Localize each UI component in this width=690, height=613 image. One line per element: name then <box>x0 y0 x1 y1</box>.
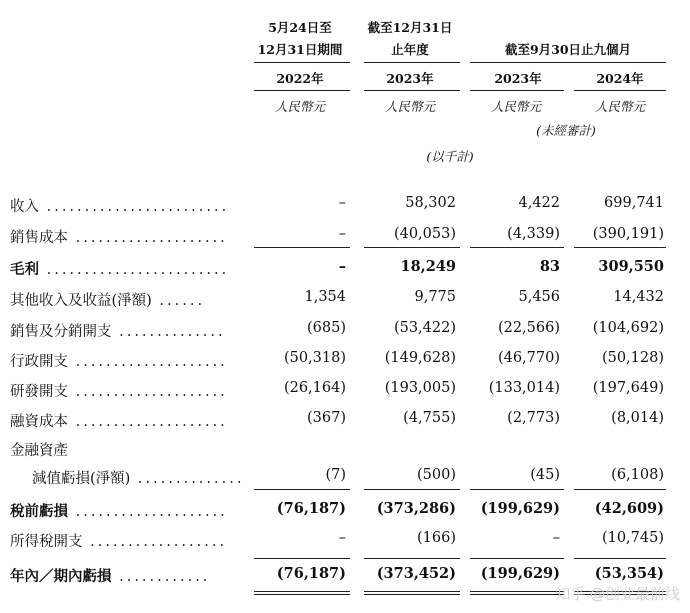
row-value-col2: (40,053) <box>393 226 456 242</box>
row-value-col1: – <box>338 195 346 211</box>
row-value-col4: (104,692) <box>592 320 664 336</box>
row-label <box>10 320 226 341</box>
row-value-col4: (197,649) <box>592 380 664 396</box>
col1-header-line2: 12月31日期間 <box>257 42 343 57</box>
row-label-text: 年內／期內虧損 <box>10 568 112 585</box>
row-leader-dots: ...... <box>151 293 206 309</box>
row-leader-dots: ............ <box>111 569 211 585</box>
row-value-col2: (193,005) <box>384 380 456 396</box>
currency-1: 人民幣元 <box>274 99 325 114</box>
row-label <box>10 380 228 401</box>
row-leader-dots: ........................ <box>39 199 230 215</box>
row-label-text: 稅前虧損 <box>10 503 68 520</box>
row-label-text: 所得稅開支 <box>10 534 83 550</box>
currency-2: 人民幣元 <box>384 99 435 114</box>
row-label-text: 減值虧損(淨額) <box>32 471 131 487</box>
row-value-col1: 1,354 <box>304 289 346 305</box>
rule-before-pretax-4 <box>574 489 666 490</box>
row-value-col4: 309,550 <box>598 258 664 275</box>
row-label-text: 研發開支 <box>10 384 68 400</box>
row-label <box>10 195 229 216</box>
rule-before-pretax-2 <box>364 489 460 490</box>
row-value-col3: (199,629) <box>480 565 560 582</box>
row-value-col2: (4,755) <box>403 410 456 426</box>
row-label-text: 行政開支 <box>10 354 68 370</box>
rule-after-cost-2 <box>364 247 460 248</box>
row-label <box>10 410 228 431</box>
row-value-col2: 18,249 <box>400 258 456 275</box>
row-value-col1: (7) <box>325 467 346 483</box>
row-value-col1: – <box>338 530 346 546</box>
row-value-col2: 9,775 <box>414 289 456 305</box>
row-label-text: 融資成本 <box>10 414 68 430</box>
year-header-1: 2022年 <box>276 71 324 86</box>
rule-before-net-3 <box>470 558 564 559</box>
rule-after-cost-4 <box>574 247 666 248</box>
row-leader-dots: .................. <box>82 534 228 550</box>
row-label-text: 金融資產 <box>10 443 68 459</box>
double-rule-bottom-2 <box>364 594 460 595</box>
row-leader-dots: .................... <box>68 504 228 520</box>
col34-header-title: 截至9月30日止九個月 <box>504 42 632 57</box>
col2-header-line1: 截至12月31日 <box>367 20 453 35</box>
double-rule-bottom-1 <box>254 594 350 595</box>
row-leader-dots: .............. <box>130 471 245 487</box>
row-label <box>10 439 68 460</box>
double-rule-top-1 <box>254 591 350 592</box>
rule-after-cost-3 <box>470 247 564 248</box>
currency-3: 人民幣元 <box>490 99 541 114</box>
row-value-col4: (53,354) <box>594 565 664 582</box>
row-value-col4: 699,741 <box>604 195 664 211</box>
header-rule-34 <box>470 62 666 63</box>
row-value-col2: (500) <box>417 467 456 483</box>
rule-before-net-2 <box>364 558 460 559</box>
row-leader-dots: .................... <box>68 354 228 370</box>
col2-header-line2: 止年度 <box>391 42 429 57</box>
row-value-col4: 14,432 <box>613 289 664 305</box>
row-label <box>10 565 210 586</box>
row-value-col1: (26,164) <box>283 380 346 396</box>
row-label-text: 毛利 <box>10 261 39 278</box>
row-label-text: 銷售成本 <box>10 230 68 246</box>
row-leader-dots: .................... <box>68 384 228 400</box>
row-label <box>10 500 228 521</box>
row-value-col1: – <box>338 226 346 242</box>
row-value-col3: (22,566) <box>497 320 560 336</box>
row-label-text: 銷售及分銷開支 <box>10 324 112 340</box>
row-value-col3: (133,014) <box>488 380 560 396</box>
rule-before-pretax-1 <box>254 489 350 490</box>
row-label <box>10 226 228 247</box>
row-value-col3: (46,770) <box>497 350 560 366</box>
row-value-col4: (42,609) <box>594 500 664 517</box>
rule-before-net-1 <box>254 558 350 559</box>
row-value-col3: – <box>552 530 560 546</box>
row-leader-dots: .................... <box>68 230 228 246</box>
row-leader-dots: ........................ <box>39 262 230 278</box>
double-rule-top-2 <box>364 591 460 592</box>
row-value-col1: (50,318) <box>283 350 346 366</box>
year-header-4: 2024年 <box>596 71 644 86</box>
row-value-col2: (373,286) <box>376 500 456 517</box>
header-rule-1 <box>254 62 350 63</box>
row-value-col1: (76,187) <box>276 500 346 517</box>
row-label <box>10 258 229 279</box>
row-value-col3: 4,422 <box>518 195 560 211</box>
row-value-col2: 58,302 <box>405 195 456 211</box>
currency-4: 人民幣元 <box>594 99 645 114</box>
row-value-col2: (166) <box>417 530 456 546</box>
row-value-col4: (50,128) <box>601 350 664 366</box>
row-label <box>10 350 228 371</box>
thousands-note: (以千計) <box>426 149 474 164</box>
row-value-col4: (10,745) <box>601 530 664 546</box>
row-value-col1: – <box>338 258 346 275</box>
year-header-3: 2023年 <box>494 71 542 86</box>
watermark: 知乎 @创业最前线 <box>555 585 680 603</box>
row-value-col2: (149,628) <box>384 350 456 366</box>
rule-before-pretax-3 <box>470 489 564 490</box>
rule-before-net-4 <box>574 558 666 559</box>
row-value-col3: 5,456 <box>518 289 560 305</box>
row-label <box>32 467 244 488</box>
year-rule-1 <box>254 90 350 91</box>
row-value-col3: 83 <box>539 258 560 275</box>
row-value-col1: (685) <box>307 320 346 336</box>
row-leader-dots: .................... <box>68 414 228 430</box>
row-value-col3: (4,339) <box>507 226 560 242</box>
rule-after-cost-1 <box>254 247 350 248</box>
row-leader-dots: .............. <box>111 324 226 340</box>
row-value-col4: (6,108) <box>611 467 664 483</box>
unaudited-note: (未經審計) <box>536 123 596 138</box>
year-rule-3 <box>470 90 564 91</box>
year-rule-2 <box>364 90 460 91</box>
row-value-col2: (373,452) <box>376 565 456 582</box>
header-rule-2 <box>364 62 460 63</box>
row-value-col3: (2,773) <box>507 410 560 426</box>
row-value-col4: (8,014) <box>611 410 664 426</box>
row-value-col1: (367) <box>307 410 346 426</box>
double-rule-bottom-3 <box>470 594 564 595</box>
row-value-col3: (199,629) <box>480 500 560 517</box>
row-label <box>10 530 227 551</box>
year-rule-4 <box>574 90 666 91</box>
row-value-col3: (45) <box>530 467 560 483</box>
row-label-text: 收入 <box>10 199 39 215</box>
row-label <box>10 289 205 310</box>
row-label-text: 其他收入及收益(淨額) <box>10 293 152 309</box>
row-value-col4: (390,191) <box>592 226 664 242</box>
double-rule-top-3 <box>470 591 564 592</box>
row-value-col1: (76,187) <box>276 565 346 582</box>
row-value-col2: (53,422) <box>393 320 456 336</box>
col1-header-line1: 5月24日至 <box>268 20 332 35</box>
year-header-2: 2023年 <box>386 71 434 86</box>
